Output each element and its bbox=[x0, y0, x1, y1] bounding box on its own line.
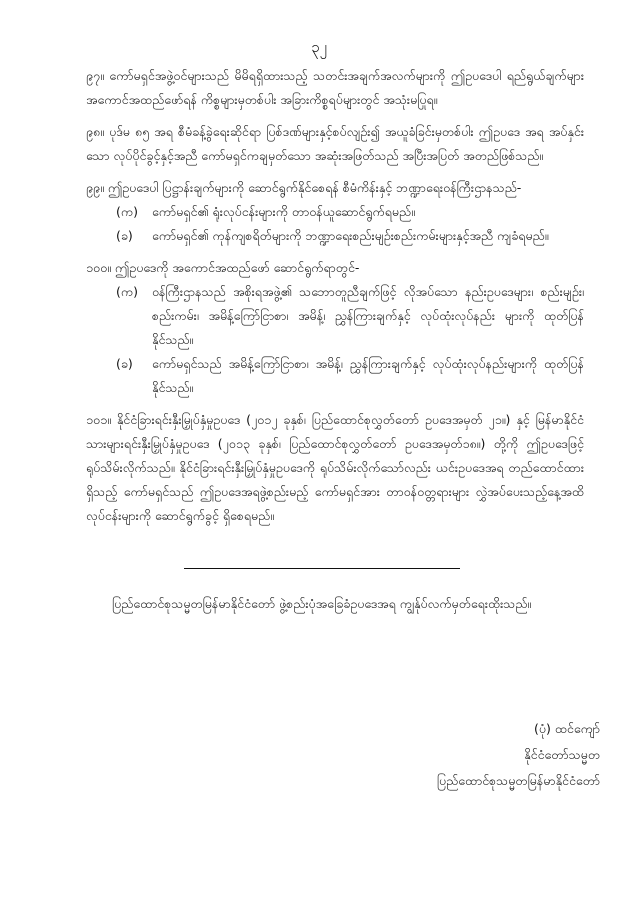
signatory-organization: ပြည်ထောင်စုသမ္မတမြန်မာနိုင်ငံတော် bbox=[436, 773, 600, 788]
subsection-kha bbox=[116, 224, 584, 248]
certification-statement: ပြည်ထောင်စုသမ္မတမြန်မာနိုင်ငံတော် ဖွဲ့စည်းပုံအခြေခံဥပဒေအရ ကျွန်ုပ်လက်မှတ်ရေးထိုးသည်။ bbox=[112, 596, 532, 611]
section-98 bbox=[86, 120, 584, 168]
subsection-kha bbox=[116, 352, 584, 400]
subsection-text: ဝန်ကြီးဌာနသည် အစိုးရအဖွဲ့၏ သဘောတူညီချက်ဖြင့် လိုအပ်သော နည်းဥပဒေများ၊ စည်းမျဉ်း၊ စည်းကမ်း၊ အမိန့်ကြော်ငြာစာ၊ အမိန့်၊ ညွှန်ကြားချက်နှင့် လုပ်ထုံးလုပ်နည်း များကို ထုတ်ပြန်နိုင်သည်။ bbox=[152, 284, 584, 347]
section-97 bbox=[86, 64, 584, 112]
section-text: ဤဥပဒေပါ ပြဋ္ဌာန်းချက်များကို ဆောင်ရွက်နိုင်စေရန် စီမံကိန်းနှင့် ဘဏ္ဍာရေးဝန်ကြီးဌာနသည်- bbox=[107, 180, 522, 195]
section-text: နိုင်ငံခြားရင်းနှီးမြှုပ်နှံမှုဥပဒေ (၂၀၁၂ ခုနှစ်၊ ပြည်ထောင်စုလွှတ်တော် ဥပဒေအမှတ် ၂၁။) နှင့် မြန်မာနိုင်ငံသားများရင်းနှီးမြှုပ်နှံမှုဥပဒေ (၂၀၁၃ ခုနှစ်၊ ပြည်ထောင်စုလွှတ်တော် ဥပဒေအမှတ်၁၈။) တို့ကို ဤဥပဒေဖြင့်ရုပ်သိမ်းလိုက်သည်။ နိုင်ငံခြားရင်းနှီးမြှုပ်နှံမှုဥပဒေကို ရုပ်သိမ်းလိုက်သော်လည်း ယင်းဥပဒေအရ တည်ထောင်ထားရှိသည့် ကော်မရှင်သည် ဤဥပဒေအရဖွဲ့စည်းမည့် ကော်မရှင်အား တာဝန်ဝတ္တရားများ လွှဲအပ်ပေးသည့်နေ့အထိ လုပ်ငန်းများကို ဆောင်ရွက်ခွင့် ရှိစေရမည်။ bbox=[86, 412, 584, 523]
section-number: ၉၈။ bbox=[86, 124, 104, 139]
signatory-name: (ပုံ) ထင်ကျော် bbox=[533, 721, 600, 736]
section-100 bbox=[86, 256, 584, 400]
section-number: ၉၉။ bbox=[86, 180, 104, 195]
signatory-title: နိုင်ငံတော်သမ္မတ bbox=[524, 747, 600, 762]
law-sections bbox=[86, 64, 584, 536]
section-text: ဤဥပဒေကို အကောင်အထည်ဖော် ဆောင်ရွက်ရာတွင်- bbox=[114, 260, 360, 275]
signature-block bbox=[380, 716, 600, 794]
subsection-label: (က) bbox=[116, 204, 138, 219]
subsection-label: (က) bbox=[116, 284, 138, 299]
subsection-text: ကော်မရှင်၏ ရုံးလုပ်ငန်းများကို တာဝန်ယူဆောင်ရွက်ရမည်။ bbox=[152, 204, 415, 219]
section-number: ၉၇။ bbox=[86, 68, 104, 83]
divider-line bbox=[184, 568, 460, 569]
subsection-label: (ခ) bbox=[116, 228, 133, 243]
section-101 bbox=[86, 408, 584, 528]
subsection-text: ကော်မရှင်သည် အမိန့်ကြော်ငြာစာ၊ အမိန့်၊ ညွှန်ကြားချက်နှင့် လုပ်ထုံးလုပ်နည်းများကို ထုတ်ပြန်နိုင်သည်။ bbox=[152, 356, 584, 395]
section-text: ကော်မရှင်အဖွဲ့ဝင်များသည် မိမိရရှိထားသည့် သတင်းအချက်အလက်များကို ဤဥပဒေပါ ရည်ရွယ်ချက်များ အကောင်အထည်ဖော်ရန် ကိစ္စများမှတစ်ပါး အခြားကိစ္စရပ်များတွင် အသုံးမပြုရ။ bbox=[86, 68, 584, 107]
section-text: ပုဒ်မ ၈၅ အရ စီမံခန့်ခွဲရေးဆိုင်ရာ ပြစ်ဒဏ်များနှင့်စပ်လျဉ်း၍ အယူခံခြင်းမှတစ်ပါး ဤဥပဒေ အရ အပ်နှင်းသော လုပ်ပိုင်ခွင့်နှင့်အညီ ကော်မရှင်ကချမှတ်သော အဆုံးအဖြတ်သည် အပြီးအပြတ် အတည်ဖြစ်သည်။ bbox=[86, 124, 584, 163]
page-number: ၃၂ bbox=[311, 38, 327, 56]
section-number: ၁၀၁။ bbox=[86, 412, 111, 427]
subsection-ka bbox=[116, 200, 584, 224]
subsection-text: ကော်မရှင်၏ ကုန်ကျစရိတ်များကို ဘဏ္ဍာရေးစည်းမျဉ်းစည်းကမ်းများနှင့်အညီ ကျခံရမည်။ bbox=[152, 228, 549, 243]
section-99 bbox=[86, 176, 584, 248]
section-number: ၁၀၀။ bbox=[86, 260, 111, 275]
subsection-ka bbox=[116, 280, 584, 352]
subsection-label: (ခ) bbox=[116, 356, 133, 371]
